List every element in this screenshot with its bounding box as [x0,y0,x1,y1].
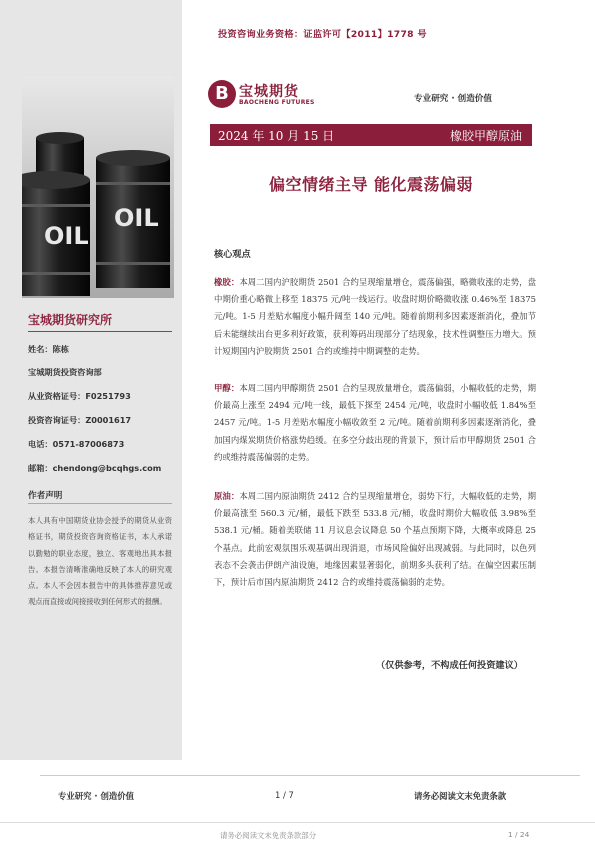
logo-chinese-name: 宝城期货 [239,84,299,100]
company-logo [208,80,318,110]
footer-divider [40,775,580,776]
institute-title: 宝城期货研究所 [28,313,113,327]
rubber-lead: 橡胶： [214,277,240,287]
reference-note: （仅供参考，不构成任何投资建议） [376,660,523,671]
core-view-title: 核心观点 [214,249,251,260]
oil-barrels-photo [22,76,174,298]
crude-oil-lead: 原油： [214,491,240,501]
logo-mark-icon: B [208,80,236,108]
practice-license-number: 从业资格证号：F0251793 [28,391,131,401]
date-topic-banner [210,124,532,146]
footer-disclaimer: 请务必阅读文末免责条款 [414,791,507,801]
barrel-oil-text-right: OIL [114,204,159,232]
declaration-title: 作者声明 [28,491,63,501]
consulting-license-number: 投资咨询证号：Z0001617 [28,415,132,425]
bottom-disclaimer: 请务必阅读文末免责条款部分 [220,831,317,840]
methanol-lead: 甲醇： [214,383,240,393]
footer-slogan: 专业研究 · 创造价值 [58,791,135,801]
bottom-divider [0,822,595,823]
crude-oil-body: 本周二国内原油期货 2412 合约呈现缩量增仓，弱势下行，大幅收低的走势，期价最高涨至 560.3 元/桶，最低下跌至 533.8 元/桶，收盘时期价大幅收低 3.98%至 538.1 元/桶。随着美联储 11 月议息会议降息 50 个基点预期下降，大概率或降息 25 个基点。此前宏观氛围乐观基调出现消退，市场风险偏好出现减弱。与此同时，以色列表态不会袭击伊朗产油设施，地缘因素显著弱化，前期多头获利了结。在偏空因素压制下，预计后市国内原油期货 2412 合约或维持震荡偏弱的走势。 [214,491,536,588]
author-declaration: 本人具有中国期货业协会授予的期货从业资格证书，期货投资咨询资格证书，本人承诺以勤勉的职业态度，独立、客观地出具本报告。本报告清晰准确地反映了本人的研究观点。本人不会因本报告中的具体推荐意见或观点而直接或间接接收到任何形式的报酬。 [28,516,172,607]
analyst-name: 姓名：陈栋 [28,344,69,354]
barrel-oil-text-left: OIL [44,222,89,250]
rubber-paragraph [214,274,536,360]
qualification-line: 投资咨询业务资格：证监许可【2011】1778 号 [218,29,427,40]
bottom-page-number: 1 / 24 [508,830,530,839]
crude-oil-paragraph [214,488,536,591]
sidebar [0,0,182,760]
report-date: 2024 年 10 月 15 日 [218,129,335,143]
rubber-body: 本周二国内沪胶期货 2501 合约呈现缩量增仓，震荡偏强，略微收涨的走势，盘中期价重心略微上移至 18375 元/吨一线运行。收盘时期价略微收涨 0.46%至 18375 元/吨。1-5 月差贴水幅度小幅升阔至 140 元/吨。随着前期利多因素逐渐消化，叠加节后未能继续出台更多利好政策，获利筹码出现部分了结现象，技术性调整压力增大。预计短期国内沪胶期货 2501 合约或维持中期调整的走势。 [214,277,536,356]
methanol-body: 本周二国内甲醇期货 2501 合约呈现放量增仓，震荡偏弱，小幅收低的走势，期价最高上涨至 2494 元/吨一线，最低下探至 2454 元/吨，收盘时小幅收低 1.84%至 2457 元/吨。1-5 月差贴水幅度小幅收敛至 2 元/吨。随着前期利多因素逐渐消化，叠加国内煤炭期货价格涨势趋缓。在多空分歧出现的背景下，预计后市甲醇期货 2501 合约或维持震荡偏弱的走势。 [214,383,536,462]
analyst-department: 宝城期货投资咨询部 [28,367,102,377]
header-slogan: 专业研究 · 创造价值 [414,94,492,104]
report-headline: 偏空情绪主导 能化震荡偏弱 [268,175,474,194]
report-topic: 橡胶甲醇原油 [449,129,522,143]
analyst-email[interactable]: 邮箱：chendong@bcqhgs.com [28,463,162,473]
methanol-paragraph [214,380,536,466]
analyst-phone: 电话：0571-87006873 [28,439,125,449]
footer-page-number: 1 / 7 [275,790,294,800]
declaration-divider [28,503,172,504]
institute-divider [28,331,172,332]
logo-english-name: BAOCHENG FUTURES [239,99,315,106]
